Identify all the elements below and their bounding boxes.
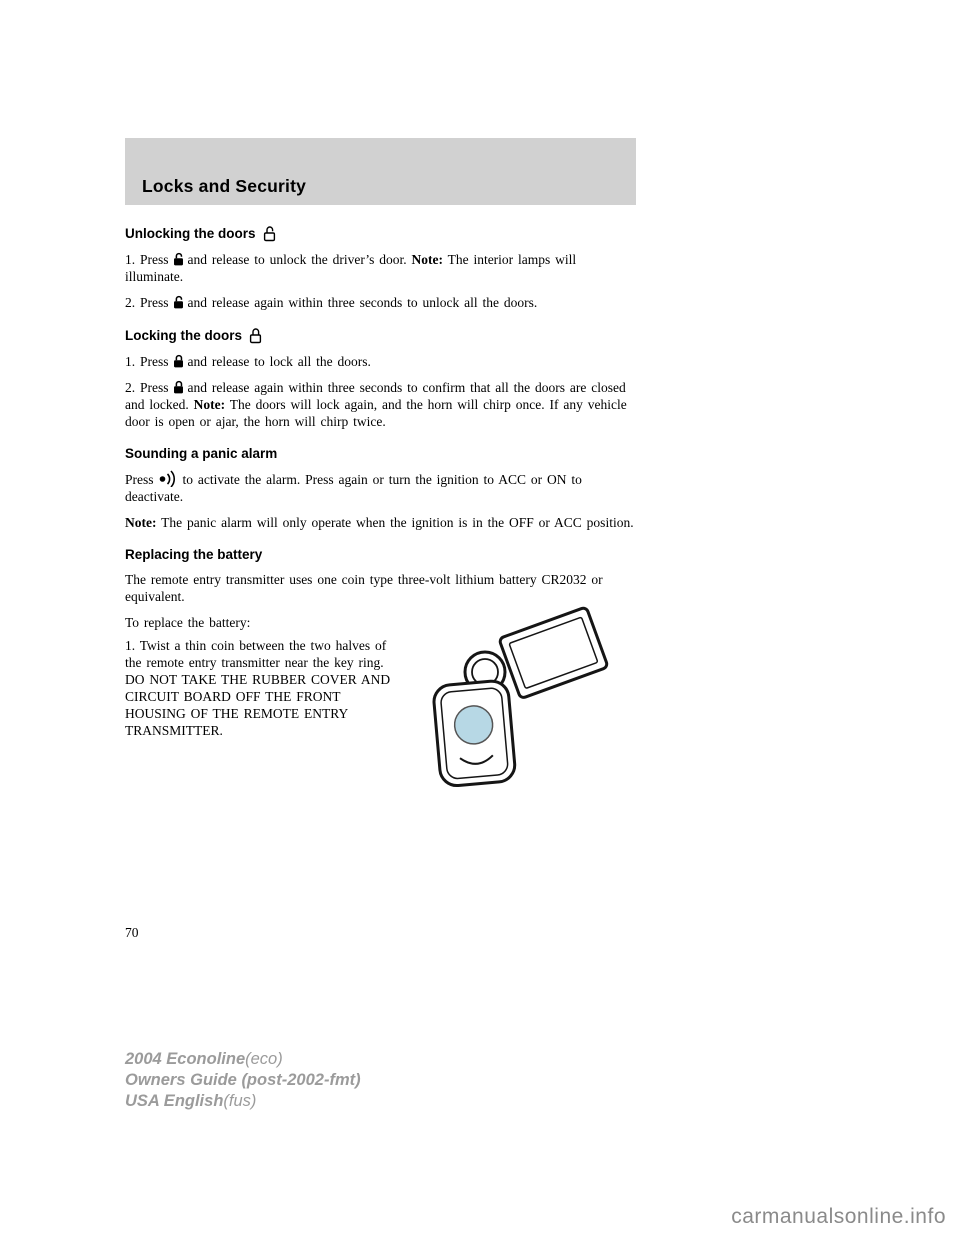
watermark: carmanualsonline.info bbox=[731, 1205, 946, 1228]
page-title: Locks and Security bbox=[142, 176, 307, 196]
locking-step-2 bbox=[125, 379, 636, 430]
unlocking-step-1 bbox=[125, 251, 636, 285]
note-label: Note: bbox=[125, 515, 157, 530]
heading-locking-label: Locking the doors bbox=[125, 328, 243, 343]
note-text: The panic alarm will only operate when the ignition is in the OFF or ACC position. bbox=[161, 515, 634, 530]
page-number: 70 bbox=[125, 925, 139, 940]
remote-entry-transmitter-illustration bbox=[425, 605, 643, 797]
fob-panic-button-icon bbox=[158, 470, 179, 487]
open-padlock-icon bbox=[263, 225, 276, 242]
fob-unlock-button-icon bbox=[173, 252, 184, 267]
section-header-bar bbox=[125, 138, 636, 205]
step-text: 1. Press bbox=[125, 252, 169, 267]
footer-line-3 bbox=[125, 1091, 361, 1112]
note-label: Note: bbox=[411, 252, 443, 267]
heading-unlocking-label: Unlocking the doors bbox=[125, 226, 256, 241]
step-text: 1. Press bbox=[125, 354, 169, 369]
step-text: and release again within three seconds to unlock all the doors. bbox=[187, 295, 538, 310]
battery-step-1: 1. Twist a thin coin between the two halves of the remote entry transmitter near the key ring. DO NOT TAKE THE RUBBER COVER AND CIRCUIT BOARD OFF THE FRONT HOUSING OF THE REMOTE ENTRY TRANSMITTER. bbox=[125, 638, 391, 738]
heading-battery-label: Replacing the battery bbox=[125, 547, 263, 562]
key-tag-icon bbox=[499, 607, 608, 699]
note-label: Note: bbox=[193, 397, 226, 412]
heading-sounding-a-panic-alarm bbox=[125, 446, 636, 461]
step-text: 2. Press bbox=[125, 380, 169, 395]
step-text: and release again within three seconds to confirm that all the doors are closed and locked. bbox=[125, 380, 626, 412]
step-text: and release to lock all the doors. bbox=[187, 354, 371, 369]
closed-padlock-icon bbox=[249, 327, 262, 344]
footer-language-code: (fus) bbox=[223, 1092, 257, 1110]
footer-line-2 bbox=[125, 1070, 361, 1091]
battery-step-row bbox=[125, 637, 636, 827]
panic-paragraph bbox=[125, 470, 636, 505]
battery-paragraph-1: The remote entry transmitter uses one coin type three-volt lithium battery CR2032 or equivalent. bbox=[125, 572, 603, 604]
footer-line-1 bbox=[125, 1049, 361, 1070]
footer-model-code: (eco) bbox=[245, 1050, 283, 1068]
heading-unlocking-the-doors bbox=[125, 225, 636, 242]
step-text: Press bbox=[125, 472, 154, 487]
fob-lock-button-icon bbox=[173, 380, 184, 395]
battery-paragraph-2: To replace the battery: bbox=[125, 615, 251, 630]
step-text: 2. Press bbox=[125, 295, 169, 310]
fob-lock-button-icon bbox=[173, 354, 184, 369]
fob-unlock-button-icon bbox=[173, 295, 184, 310]
note-text: The doors will lock again, and the horn will chirp once. If any vehicle door is open or ajar, the horn will chirp twice. bbox=[125, 397, 627, 429]
footer-language: USA English bbox=[125, 1092, 224, 1110]
main-column bbox=[125, 138, 636, 827]
heading-locking-the-doors bbox=[125, 327, 636, 344]
note-text: The interior lamps will illuminate. bbox=[125, 252, 577, 284]
fob-body-icon bbox=[433, 680, 517, 787]
heading-panic-label: Sounding a panic alarm bbox=[125, 446, 278, 461]
footer-imprint bbox=[125, 1049, 361, 1112]
heading-replacing-the-battery bbox=[125, 547, 636, 562]
step-text: to activate the alarm. Press again or turn the ignition to ACC or ON to deactivate. bbox=[125, 472, 582, 504]
step-text: and release to unlock the driver’s door. bbox=[187, 252, 407, 267]
unlocking-step-2 bbox=[125, 294, 636, 311]
locking-step-1 bbox=[125, 353, 636, 370]
footer-guide: Owners Guide (post-2002-fmt) bbox=[125, 1071, 361, 1089]
footer-model: 2004 Econoline bbox=[125, 1050, 246, 1068]
panic-note bbox=[125, 514, 636, 531]
